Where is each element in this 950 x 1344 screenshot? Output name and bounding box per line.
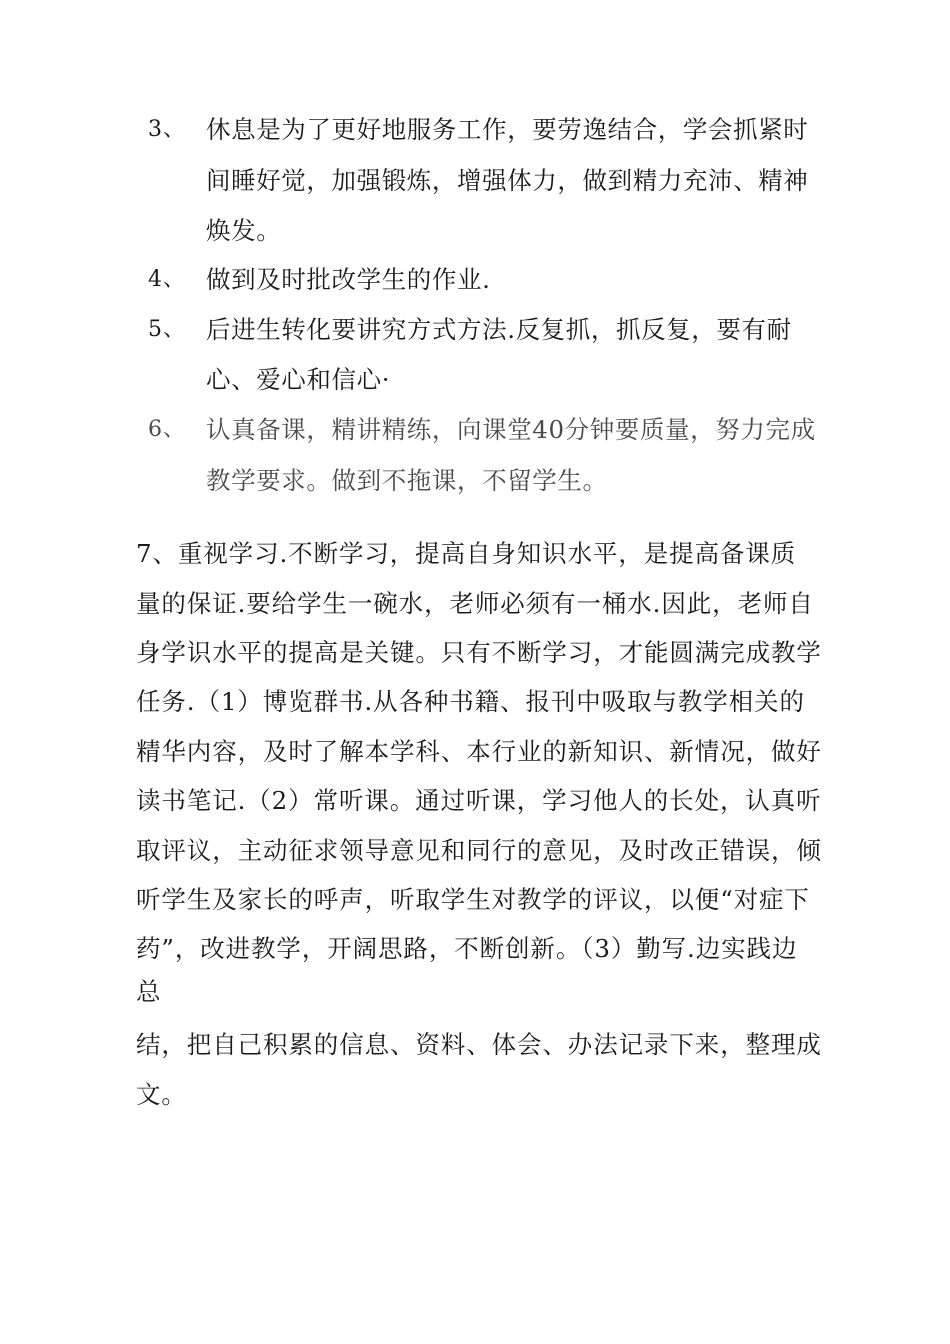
list-item-line: 间睡好觉，加强锻炼，增强体力，做到精力充沛、精神 (206, 166, 809, 195)
list-item-line: 休息是为了更好地服务工作，要劳逸结合，学会抓紧时 (206, 115, 809, 144)
paragraph-line: 总 (136, 977, 162, 1006)
paragraph-line: 7、重视学习.不断学习，提高自身知识水平，是提高备课质 (136, 539, 797, 568)
list-item-line: 焕发。 (206, 216, 282, 245)
list-item-number: 6、 (148, 417, 186, 442)
list-item-line: 认真备课，精讲精练，向课堂40分钟要质量，努力完成 (206, 415, 816, 444)
list-item-line: 做到及时批改学生的作业. (206, 265, 491, 294)
paragraph-line: 听学生及家长的呼声，听取学生对教学的评议，以便“对症下 (136, 885, 810, 914)
paragraph-line: 读书笔记.（2）常听课。通过听课，学习他人的长处，认真听 (136, 786, 822, 815)
list-item-number: 5、 (148, 317, 186, 342)
paragraph-line: 药”，改进教学，开阔思路，不断创新。（3）勤写.边实践边 (136, 934, 798, 963)
list-item-number: 4、 (148, 267, 186, 292)
paragraph-line: 身学识水平的提高是关键。只有不断学习，才能圆满完成教学 (136, 638, 822, 667)
paragraph-line: 精华内容，及时了解本学科、本行业的新知识、新情况，做好 (136, 737, 822, 766)
paragraph-line: 任务.（1）博览群书.从各种书籍、报刊中吸取与教学相关的 (136, 687, 805, 716)
list-item-line: 后进生转化要讲究方式方法.反复抓，抓反复，要有耐 (206, 315, 792, 344)
list-item-number: 3、 (148, 117, 186, 142)
paragraph-line: 结，把自己积累的信息、资料、体会、办法记录下来，整理成 (136, 1030, 822, 1059)
paragraph-line: 取评议，主动征求领导意见和同行的意见，及时改正错误，倾 (136, 836, 822, 865)
paragraph-line: 文。 (136, 1080, 187, 1109)
list-item-line: 心、爱心和信心· (206, 365, 391, 394)
paragraph-line: 量的保证.要给学生一碗水，老师必须有一桶水.因此，老师自 (136, 589, 814, 618)
list-item-line: 教学要求。做到不拖课，不留学生。 (206, 466, 608, 495)
